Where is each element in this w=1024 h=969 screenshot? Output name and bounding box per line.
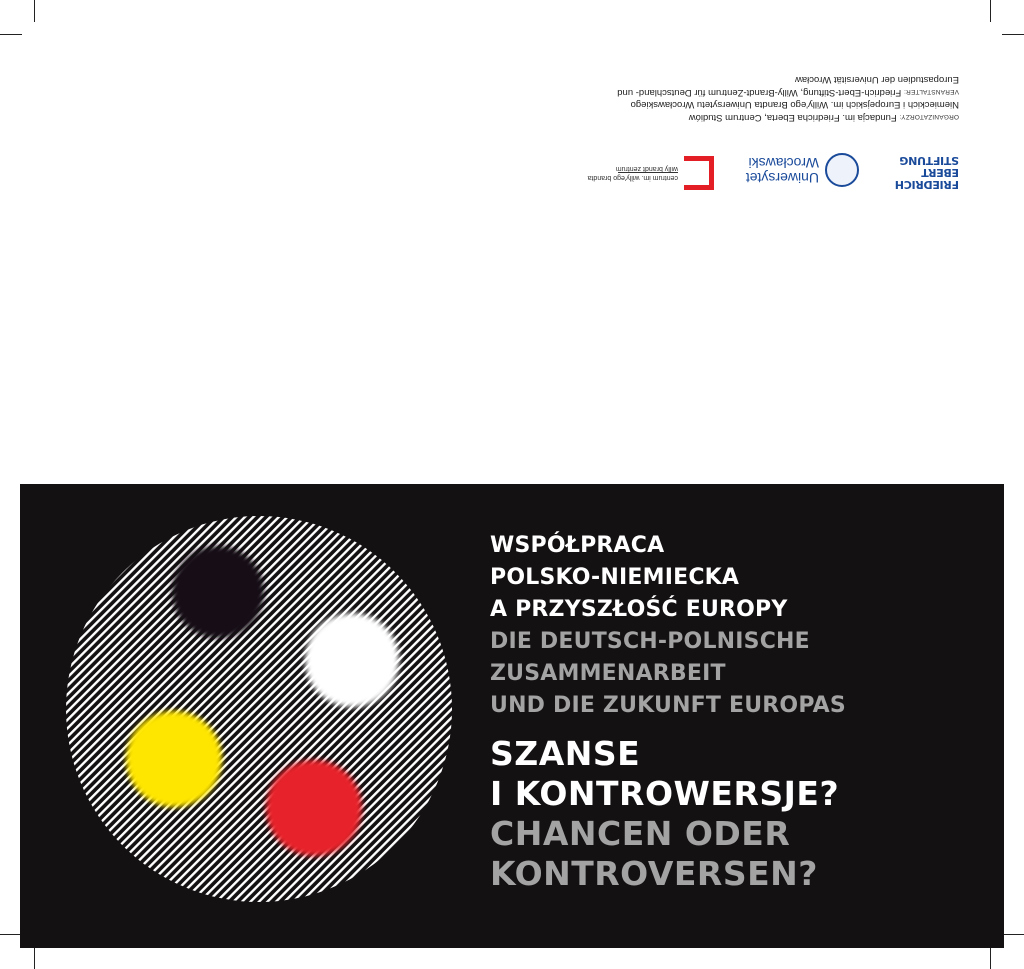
wbc-logo-line: willy brandt zentrum <box>615 165 678 172</box>
red-dot <box>266 760 362 856</box>
university-logo-line: Uniwersytet <box>745 170 819 186</box>
university-logo-text <box>746 155 819 185</box>
flag-dots-illustration <box>66 516 452 902</box>
wbc-logo-line: centrum im. willy'ego brandta <box>587 174 678 181</box>
veranstalter-label: VERANSTALTER: <box>903 88 959 95</box>
logo-row <box>587 140 959 191</box>
subtitle-de-line: ZUSAMMENARBEIT <box>490 661 726 686</box>
title-de-line: CHANCEN ODER <box>490 814 791 853</box>
university-logo <box>719 149 859 187</box>
fes-logo <box>897 150 959 190</box>
title-pl-line: SZANSE <box>490 734 641 773</box>
yellow-dot <box>126 711 222 807</box>
title-block <box>490 734 990 894</box>
subtitle-block <box>490 530 990 722</box>
fes-logo-line: EBERT <box>921 166 959 179</box>
organizers-text: Niemieckich i Europejskich im. Willy'ego Brandta Uniwersytetu Wrocławskiego <box>630 99 959 110</box>
front-cover <box>20 484 1004 948</box>
crop-mark <box>990 947 991 969</box>
subtitle-pl-line: WSPÓŁPRACA <box>490 533 665 558</box>
organizers-credits <box>559 73 959 123</box>
crop-mark <box>34 947 35 969</box>
black-dot <box>172 546 264 638</box>
subtitle-pl-line: POLSKO-NIEMIECKA <box>490 565 740 590</box>
fes-logo-line: STIFTUNG <box>899 154 959 167</box>
title-de-line: KONTROVERSEN? <box>490 854 818 893</box>
organizers-label: ORGANIZATORZY: <box>899 113 959 120</box>
fes-logo-line: FRIEDRICH <box>895 178 959 191</box>
crop-mark <box>0 934 22 935</box>
organizers-text: Fundacja im. Friedricha Eberta, Centrum Studiów <box>688 112 897 123</box>
subtitle-de-line: DIE DEUTSCH-POLNISCHE <box>490 629 810 654</box>
divider <box>618 172 678 173</box>
cover-headline <box>490 530 990 894</box>
subtitle-pl-line: A PRZYSZŁOŚĆ EUROPY <box>490 597 788 622</box>
crop-mark <box>1002 934 1024 935</box>
veranstalter-text: Friedrich-Ebert-Stiftung, Willy-Brandt-Zentrum für Deutschland- und <box>617 87 902 98</box>
subtitle-de-line: UND DIE ZUKUNFT EUROPAS <box>490 693 846 718</box>
white-dot <box>305 613 399 707</box>
wbc-logo <box>587 150 714 190</box>
bracket-icon <box>684 156 714 190</box>
university-logo-line: Wrocławski <box>748 155 819 171</box>
university-seal-icon <box>825 153 859 187</box>
title-pl-line: I KONTROWERSJE? <box>490 774 840 813</box>
wbc-logo-text <box>588 164 678 182</box>
back-panel-upside-down <box>0 0 1024 240</box>
veranstalter-text: Europastudien der Universität Wrocław <box>794 74 959 85</box>
